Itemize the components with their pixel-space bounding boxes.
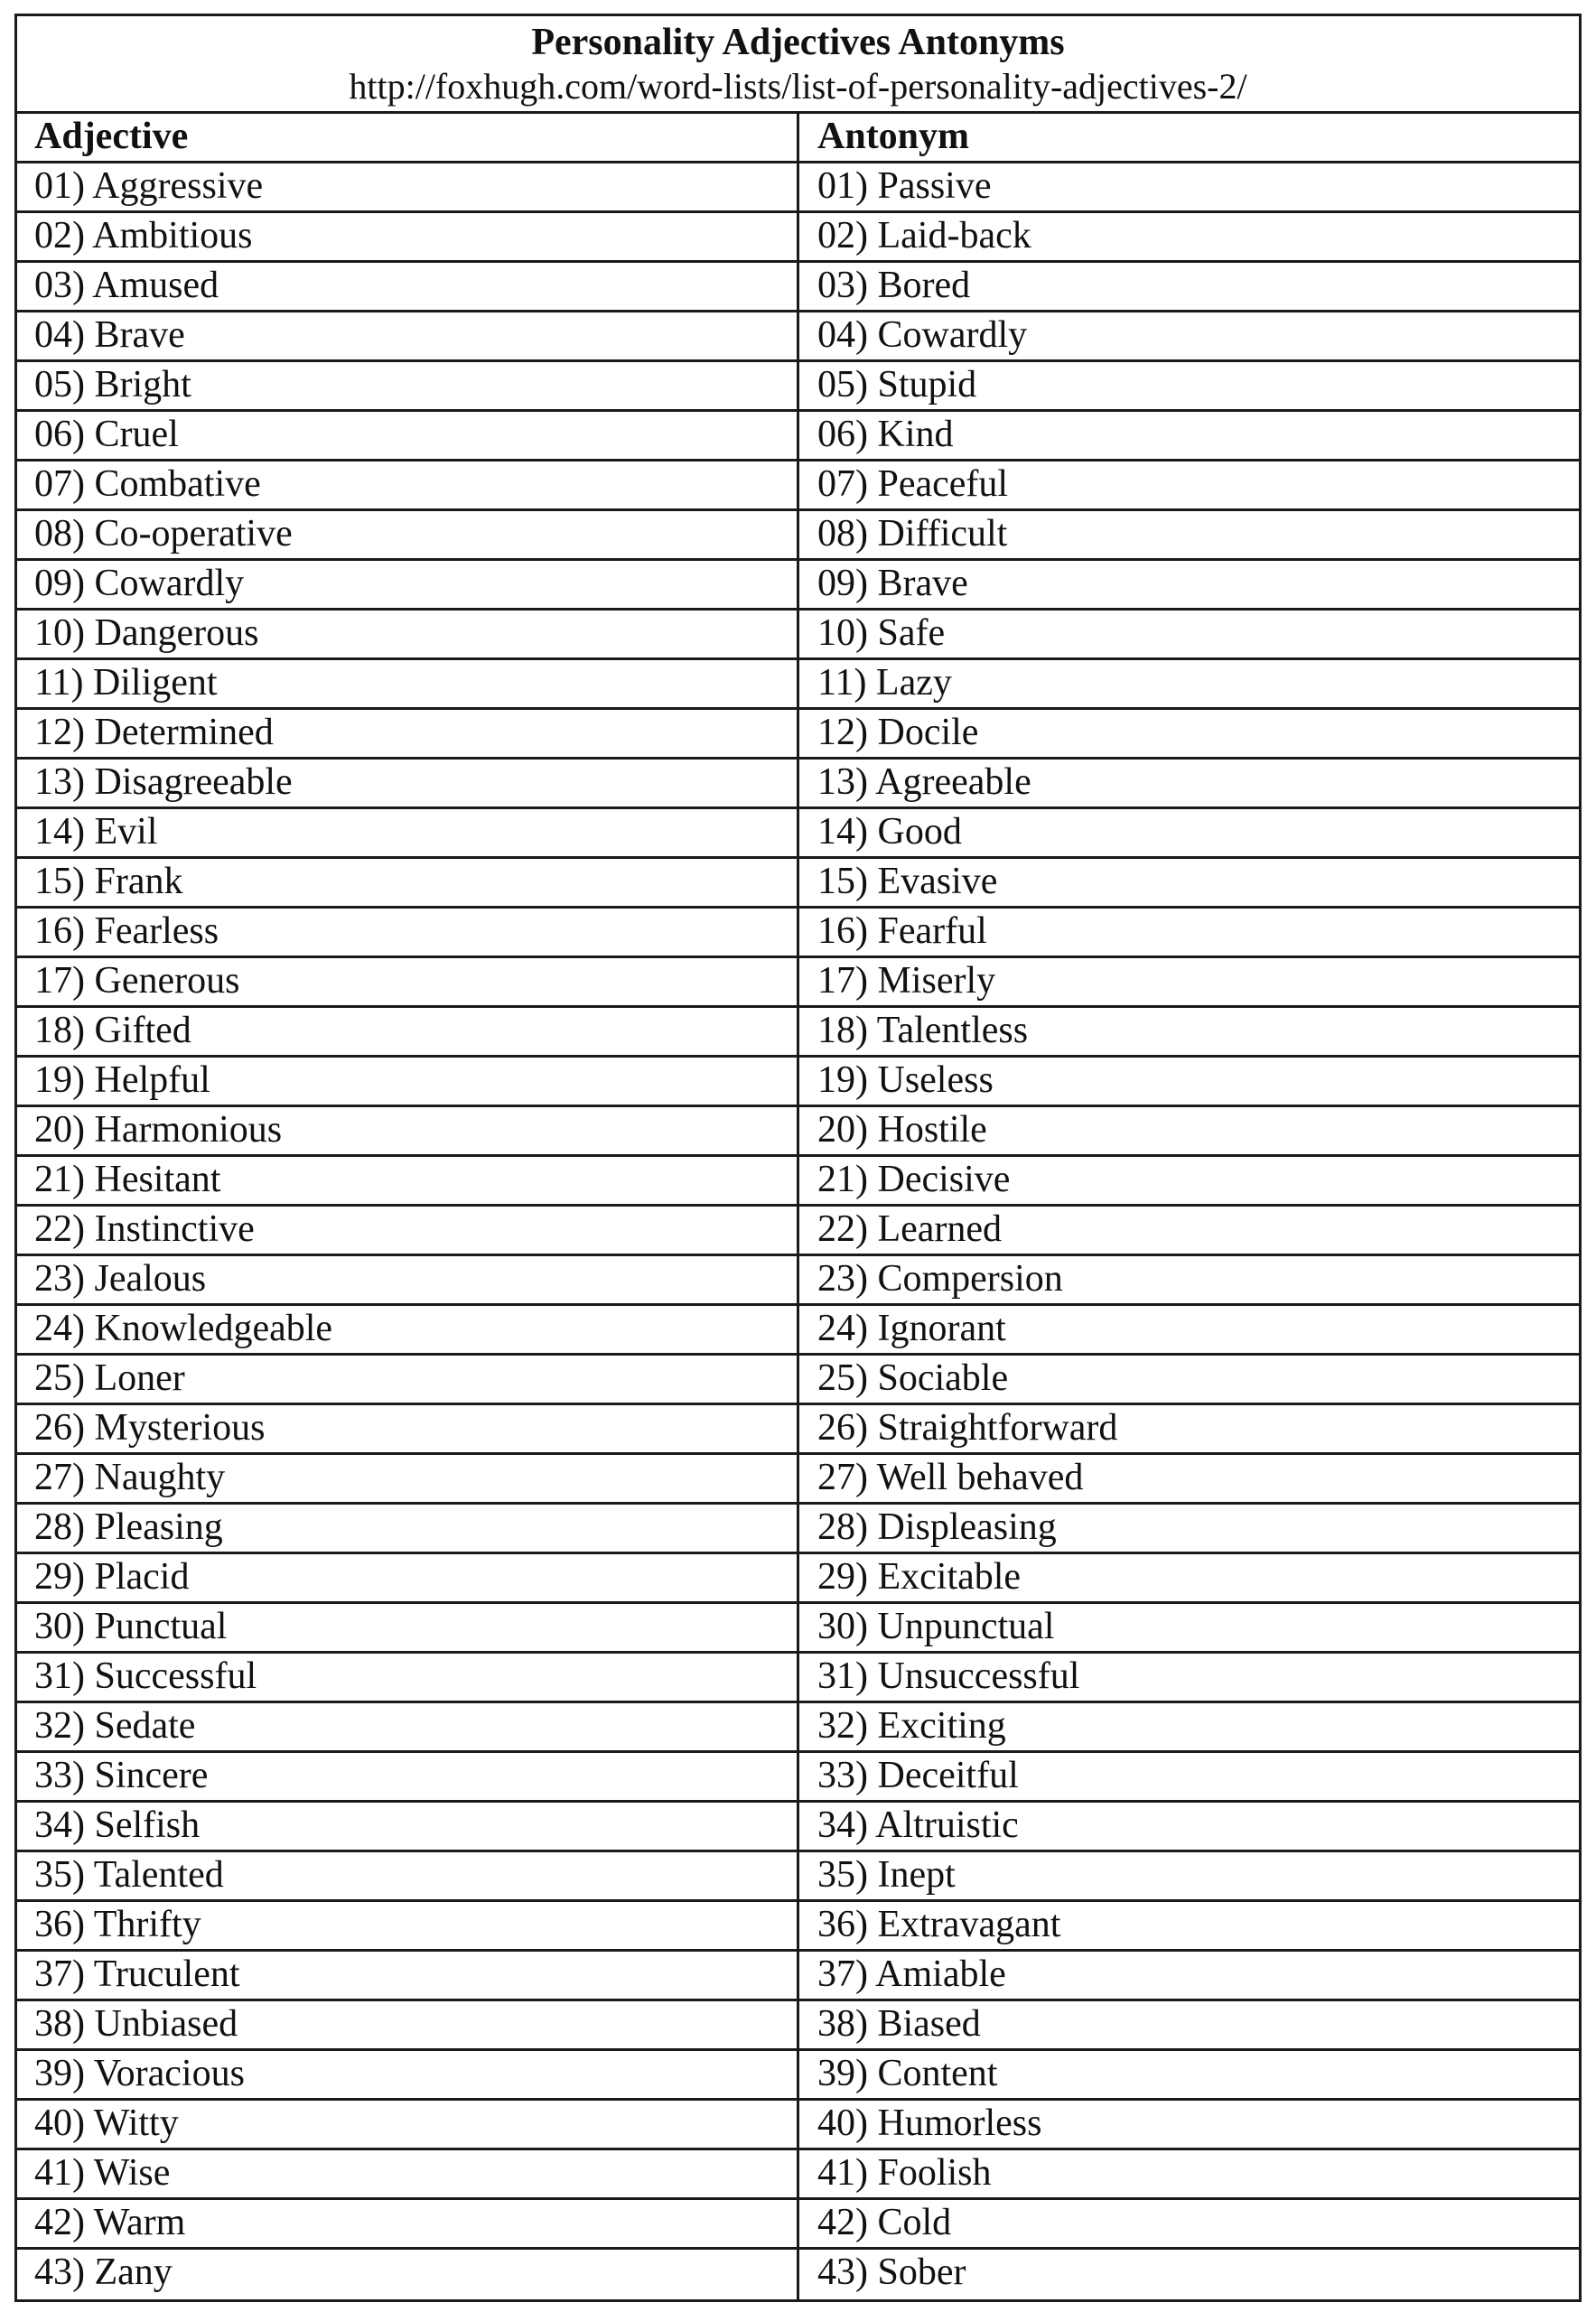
adjective-cell: 01) Aggressive xyxy=(17,163,799,210)
adjective-cell: 24) Knowledgeable xyxy=(17,1306,799,1353)
antonym-cell: 02) Laid-back xyxy=(817,215,1031,256)
antonym-cell: 28) Displeasing xyxy=(817,1506,1057,1548)
table-row xyxy=(17,1902,1579,1952)
antonym-cell: 13) Agreeable xyxy=(817,761,1031,803)
table-row xyxy=(17,461,1579,511)
table-row xyxy=(17,909,1579,958)
antonym-cell: 36) Extravagant xyxy=(817,1904,1061,1945)
adjective-cell: 32) Sedate xyxy=(17,1703,799,1750)
table-row xyxy=(17,1157,1579,1207)
antonym-cell: 15) Evasive xyxy=(817,861,998,902)
adjective-cell: 33) Sincere xyxy=(17,1753,799,1800)
adjective-cell: 27) Naughty xyxy=(17,1455,799,1502)
column-header-antonym: Antonym xyxy=(817,116,970,157)
adjective-cell: 19) Helpful xyxy=(17,1058,799,1105)
table-row xyxy=(17,2250,1579,2299)
table-row xyxy=(17,561,1579,611)
adjective-cell: 17) Generous xyxy=(17,958,799,1005)
word-list-table xyxy=(14,14,1582,2302)
antonym-cell: 03) Bored xyxy=(817,265,971,306)
table-row xyxy=(17,213,1579,263)
adjective-cell: 20) Harmonious xyxy=(17,1107,799,1154)
antonym-cell: 41) Foolish xyxy=(817,2152,992,2194)
table-row xyxy=(17,362,1579,412)
antonym-cell: 39) Content xyxy=(817,2053,998,2094)
table-row xyxy=(17,511,1579,561)
adjective-cell: 37) Truculent xyxy=(17,1952,799,1999)
antonym-cell: 24) Ignorant xyxy=(817,1308,1006,1349)
antonym-cell: 20) Hostile xyxy=(817,1109,987,1151)
table-row xyxy=(17,859,1579,909)
adjective-cell: 15) Frank xyxy=(17,859,799,906)
table-row xyxy=(17,1604,1579,1654)
document-title: Personality Adjectives Antonyms xyxy=(531,22,1065,63)
antonym-cell: 21) Decisive xyxy=(817,1159,1011,1200)
antonym-cell: 30) Unpunctual xyxy=(817,1606,1055,1647)
antonym-cell: 40) Humorless xyxy=(817,2102,1042,2144)
antonym-cell: 19) Useless xyxy=(817,1059,994,1101)
adjective-cell: 39) Voracious xyxy=(17,2051,799,2098)
table-body xyxy=(17,163,1579,2299)
table-row xyxy=(17,263,1579,312)
table-row xyxy=(17,660,1579,710)
adjective-cell: 14) Evil xyxy=(17,809,799,856)
antonym-cell: 11) Lazy xyxy=(817,662,952,704)
antonym-cell: 33) Deceitful xyxy=(817,1755,1019,1796)
table-row xyxy=(17,1803,1579,1852)
adjective-cell: 34) Selfish xyxy=(17,1803,799,1850)
adjective-cell: 10) Dangerous xyxy=(17,611,799,657)
antonym-cell: 42) Cold xyxy=(817,2202,952,2243)
antonym-cell: 05) Stupid xyxy=(817,364,977,406)
antonym-cell: 08) Difficult xyxy=(817,513,1008,555)
antonym-cell: 04) Cowardly xyxy=(817,314,1028,356)
table-row xyxy=(17,2001,1579,2051)
adjective-cell: 03) Amused xyxy=(17,263,799,310)
adjective-cell: 07) Combative xyxy=(17,461,799,508)
table-row xyxy=(17,2051,1579,2101)
antonym-cell: 01) Passive xyxy=(817,165,992,207)
table-row xyxy=(17,809,1579,859)
adjective-cell: 31) Successful xyxy=(17,1654,799,1701)
adjective-cell: 30) Punctual xyxy=(17,1604,799,1651)
table-row xyxy=(17,1008,1579,1058)
table-row xyxy=(17,1654,1579,1703)
antonym-cell: 22) Learned xyxy=(817,1208,1003,1250)
title-block xyxy=(17,16,1579,114)
antonym-cell: 29) Excitable xyxy=(817,1556,1022,1598)
antonym-cell: 43) Sober xyxy=(817,2251,966,2293)
adjective-cell: 22) Instinctive xyxy=(17,1207,799,1254)
source-url: http://foxhugh.com/word-lists/list-of-personality-adjectives-2/ xyxy=(349,66,1247,107)
antonym-cell: 27) Well behaved xyxy=(817,1457,1084,1498)
table-row xyxy=(17,1356,1579,1405)
antonym-cell: 37) Amiable xyxy=(817,1953,1006,1995)
antonym-cell: 14) Good xyxy=(817,811,962,853)
antonym-cell: 17) Miserly xyxy=(817,960,996,1002)
antonym-cell: 18) Talentless xyxy=(817,1010,1029,1051)
antonym-cell: 35) Inept xyxy=(817,1854,956,1896)
adjective-cell: 26) Mysterious xyxy=(17,1405,799,1452)
adjective-cell: 11) Diligent xyxy=(17,660,799,707)
antonym-cell: 38) Biased xyxy=(817,2003,981,2045)
adjective-cell: 38) Unbiased xyxy=(17,2001,799,2048)
adjective-cell: 06) Cruel xyxy=(17,412,799,459)
adjective-cell: 13) Disagreeable xyxy=(17,760,799,806)
adjective-cell: 43) Zany xyxy=(17,2250,799,2299)
adjective-cell: 28) Pleasing xyxy=(17,1505,799,1552)
table-row xyxy=(17,710,1579,760)
table-row xyxy=(17,163,1579,213)
adjective-cell: 42) Warm xyxy=(17,2200,799,2247)
antonym-cell: 06) Kind xyxy=(817,414,954,455)
table-row xyxy=(17,412,1579,461)
table-row xyxy=(17,1058,1579,1107)
table-row xyxy=(17,611,1579,660)
adjective-cell: 21) Hesitant xyxy=(17,1157,799,1204)
table-header-row xyxy=(17,114,1579,163)
antonym-cell: 31) Unsuccessful xyxy=(817,1655,1080,1697)
antonym-cell: 25) Sociable xyxy=(817,1357,1009,1399)
adjective-cell: 18) Gifted xyxy=(17,1008,799,1055)
adjective-cell: 29) Placid xyxy=(17,1554,799,1601)
adjective-cell: 40) Witty xyxy=(17,2101,799,2148)
table-row xyxy=(17,1207,1579,1256)
table-row xyxy=(17,2200,1579,2250)
column-header-adjective: Adjective xyxy=(17,114,799,161)
antonym-cell: 07) Peaceful xyxy=(817,463,1009,505)
adjective-cell: 12) Determined xyxy=(17,710,799,757)
adjective-cell: 02) Ambitious xyxy=(17,213,799,260)
table-row xyxy=(17,1455,1579,1505)
antonym-cell: 10) Safe xyxy=(817,612,946,654)
antonym-cell: 32) Exciting xyxy=(817,1705,1006,1747)
adjective-cell: 09) Cowardly xyxy=(17,561,799,608)
antonym-cell: 26) Straightforward xyxy=(817,1407,1118,1449)
adjective-cell: 36) Thrifty xyxy=(17,1902,799,1949)
antonym-cell: 09) Brave xyxy=(817,563,968,604)
table-row xyxy=(17,1852,1579,1902)
adjective-cell: 05) Bright xyxy=(17,362,799,409)
adjective-cell: 08) Co-operative xyxy=(17,511,799,558)
table-row xyxy=(17,1306,1579,1356)
adjective-cell: 16) Fearless xyxy=(17,909,799,956)
adjective-cell: 23) Jealous xyxy=(17,1256,799,1303)
table-row xyxy=(17,1405,1579,1455)
antonym-cell: 12) Docile xyxy=(817,712,979,753)
table-row xyxy=(17,1256,1579,1306)
table-row xyxy=(17,312,1579,362)
table-row xyxy=(17,1703,1579,1753)
table-row xyxy=(17,2150,1579,2200)
table-row xyxy=(17,958,1579,1008)
adjective-cell: 41) Wise xyxy=(17,2150,799,2197)
adjective-cell: 25) Loner xyxy=(17,1356,799,1403)
table-row xyxy=(17,1753,1579,1803)
antonym-cell: 23) Compersion xyxy=(817,1258,1063,1300)
adjective-cell: 04) Brave xyxy=(17,312,799,359)
table-row xyxy=(17,760,1579,809)
table-row xyxy=(17,1505,1579,1554)
adjective-cell: 35) Talented xyxy=(17,1852,799,1899)
antonym-cell: 34) Altruistic xyxy=(817,1804,1019,1846)
table-row xyxy=(17,2101,1579,2150)
antonym-cell: 16) Fearful xyxy=(817,910,987,952)
table-row xyxy=(17,1952,1579,2001)
table-row xyxy=(17,1554,1579,1604)
table-row xyxy=(17,1107,1579,1157)
